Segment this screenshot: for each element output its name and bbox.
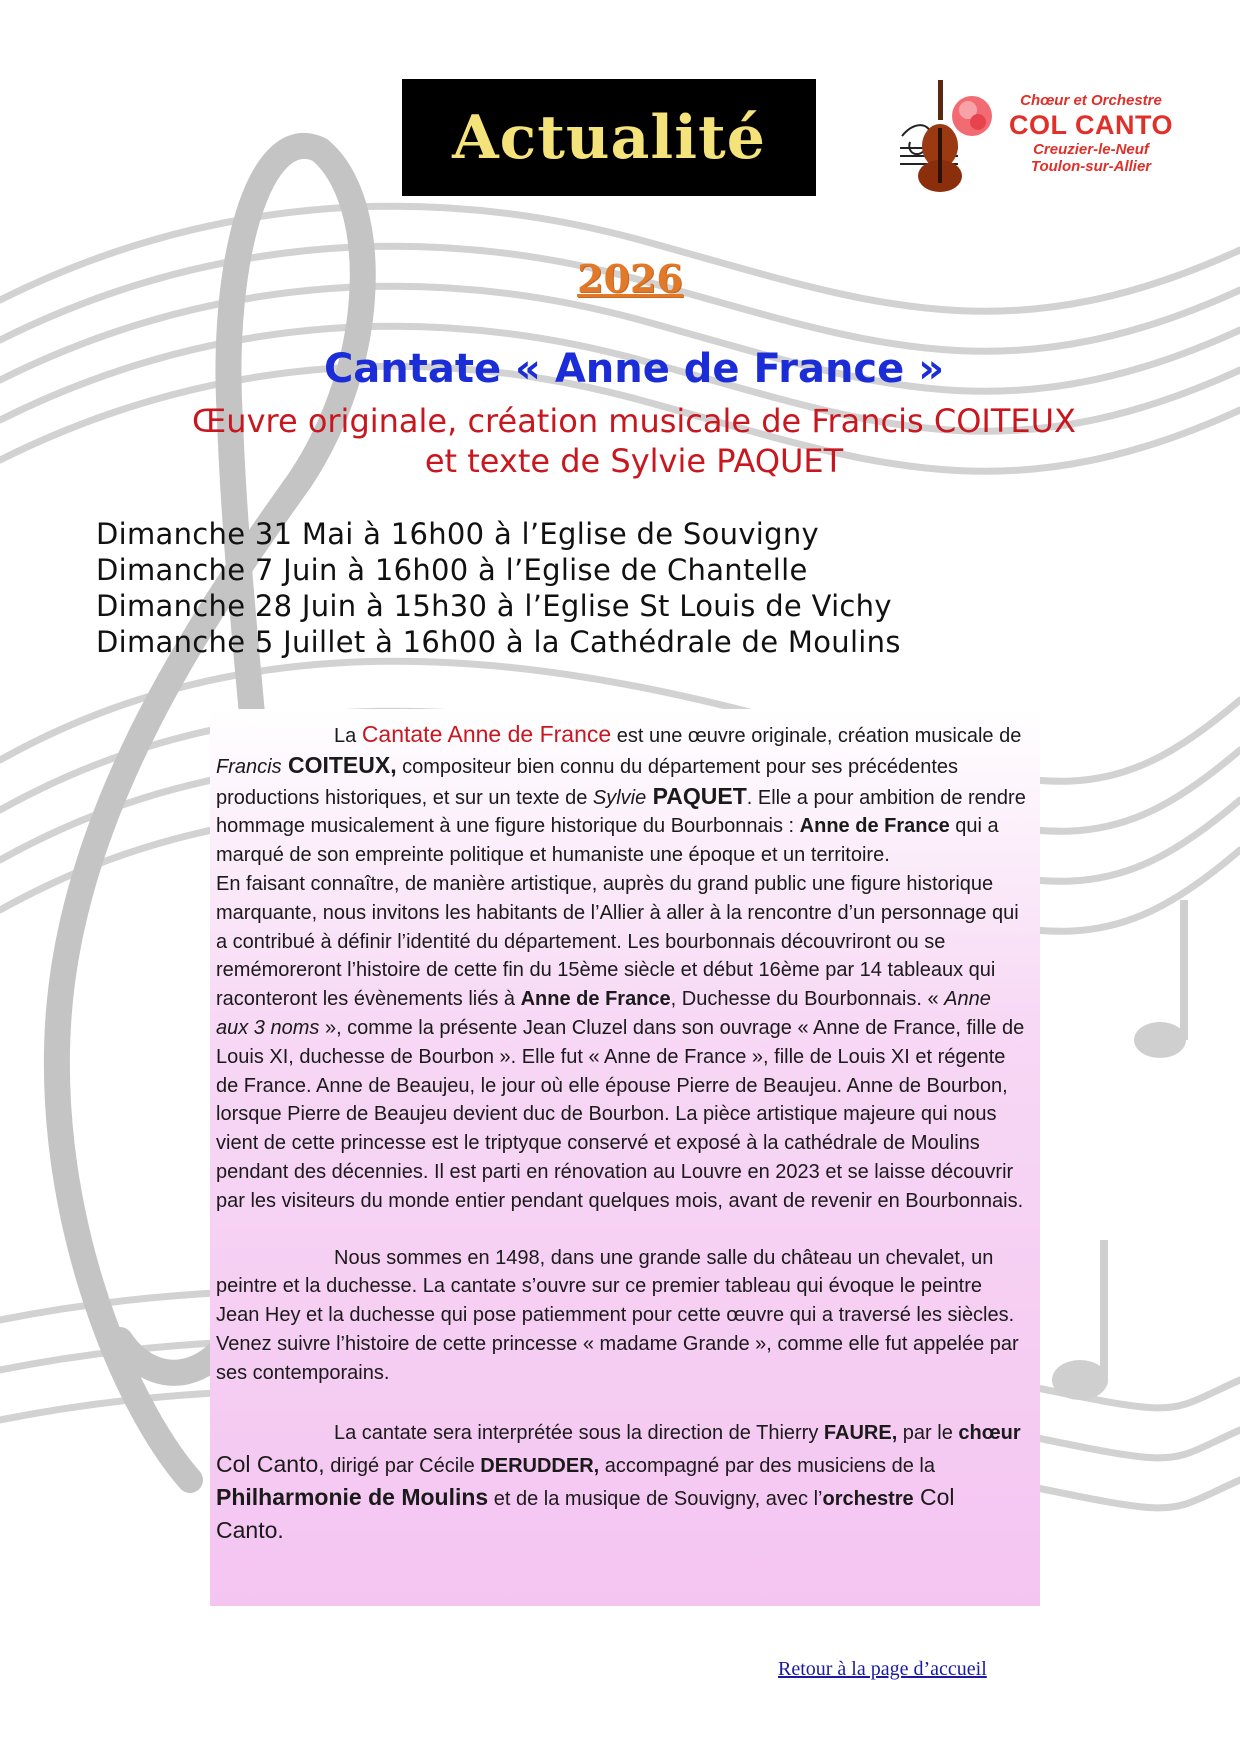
description-box bbox=[210, 709, 1040, 1606]
cantate-subtitle-line-1: Œuvre originale, création musicale de Francis COITEUX bbox=[192, 402, 1076, 440]
col-canto-name: Col Canto, bbox=[216, 1450, 325, 1477]
concert-dates bbox=[96, 516, 901, 660]
anne-de-france-bold: Anne de France bbox=[799, 815, 950, 838]
text-span: est une œuvre originale, création musicale de bbox=[611, 725, 1022, 747]
back-to-home-link[interactable]: Retour à la page d’accueil bbox=[778, 1658, 987, 1680]
text-span: compositeur bien connu du département pour ses précédentes productions historiques, et sur un texte de bbox=[216, 755, 959, 809]
text-span: dirigé par Cécile bbox=[324, 1454, 481, 1477]
orchestre-label: orchestre bbox=[822, 1487, 914, 1510]
concert-date-item: Dimanche 31 Mai à 16h00 à l’Eglise de Souvigny bbox=[96, 517, 819, 551]
description-paragraph-2 bbox=[216, 1244, 1026, 1388]
cantate-name-highlight: Cantate Anne de France bbox=[361, 721, 612, 747]
concert-date-item: Dimanche 5 Juillet à 16h00 à la Cathédrale de Moulins bbox=[96, 625, 901, 659]
anne-aux-3-noms: Anne aux 3 noms bbox=[216, 988, 991, 1039]
description-paragraph-1 bbox=[216, 720, 1026, 870]
composer-last-name: COITEUX, bbox=[281, 751, 397, 778]
text-span: La cantate sera interprétée sous la direction de Thierry bbox=[334, 1421, 824, 1444]
header-title-box bbox=[402, 79, 816, 196]
text-span: par le bbox=[897, 1421, 959, 1444]
choir-director-name: DERUDDER, bbox=[480, 1454, 600, 1477]
philharmonie-name: Philharmonie de Moulins bbox=[216, 1483, 489, 1510]
logo-name: COL CANTO bbox=[1008, 110, 1173, 140]
col-canto-logo bbox=[898, 76, 1188, 194]
text-span: accompagné par des musiciens de la bbox=[599, 1454, 935, 1477]
text-span: », comme la présente Jean Cluzel dans son ouvrage « Anne de France, fille de Louis XI, duchesse de Bourbon ». Elle fut « Anne de France », fille de Louis XI et régente de France. Anne de Beaujeu, le jour où elle épouse Pierre de Beaujeu. Anne de Bourbon, lorsque Pierre de Beaujeu devient duc de Bourbon. La pièce artistique majeure qui nous vient de cette princesse est le triptyque conservé et exposé à la cathédrale de Moulins pendant des décennies. Il est parti en rénovation au Louvre en 2023 et se laisse découvrir par les visiteurs du monde entier pendant quelques mois, avant de revenir en Bourbonnais. bbox=[216, 1016, 1025, 1212]
choeur-label: chœur bbox=[958, 1421, 1021, 1444]
cantate-title: Cantate « Anne de France » bbox=[323, 346, 945, 392]
logo-town-1: Creuzier-le-Neuf bbox=[1033, 141, 1149, 158]
text-span: . Elle a pour ambition de rendre hommage musicalement à une figure historique du Bourbonnais : bbox=[216, 786, 1026, 838]
year-heading: 2026 bbox=[577, 256, 683, 301]
anne-de-france-bold: Anne de France bbox=[520, 988, 671, 1011]
text-span: , Duchesse du Bourbonnais. « bbox=[670, 988, 945, 1011]
text-span: La bbox=[334, 725, 362, 747]
composer-first-name: Francis bbox=[216, 755, 282, 778]
concert-date-item: Dimanche 7 Juin à 16h00 à l’Eglise de Chantelle bbox=[96, 553, 808, 587]
author-last-name: PAQUET bbox=[646, 782, 747, 809]
col-canto-name: Col Canto. bbox=[216, 1483, 955, 1543]
text-span: Nous sommes en 1498, dans une grande salle du château un chevalet, un peintre et la duchesse. La cantate s’ouvre sur ce premier tableau qui évoque le peintre Jean Hey et la duchesse qui pose patiemment pour cette œuvre qui a traversé les siècles. Venez suivre l’histoire de cette princesse « madame Grande », comme elle fut appelée par ses contemporains. bbox=[216, 1246, 1019, 1384]
conductor-name: FAURE, bbox=[823, 1421, 898, 1444]
author-first-name: Sylvie bbox=[592, 786, 647, 809]
description-paragraph-1b bbox=[216, 870, 1026, 1216]
logo-subtitle: Chœur et Orchestre bbox=[1020, 92, 1162, 109]
violin-rose-icon bbox=[898, 76, 998, 194]
header-title: Actualité bbox=[452, 102, 766, 173]
concert-date-item: Dimanche 28 Juin à 15h30 à l’Eglise St Louis de Vichy bbox=[96, 589, 892, 623]
text-span: En faisant connaître, de manière artistique, auprès du grand public une figure historique marquante, nous invitons les habitants de l’Allier à aller à la rencontre d’un personnage qui a contribué à définir l’identité du département. Les bourbonnais découvriront ou se remémoreront l’histoire de cette fin du 15ème siècle et début 16ème par 14 tableaux qui raconteront les évènements liés à bbox=[216, 872, 1019, 1011]
cantate-subtitle-line-2: et texte de Sylvie PAQUET bbox=[424, 442, 844, 480]
logo-town-2: Toulon-sur-Allier bbox=[1030, 158, 1152, 175]
text-span: et de la musique de Souvigny, avec l’ bbox=[488, 1487, 823, 1510]
description-paragraph-3 bbox=[216, 1416, 1026, 1548]
text-span: qui a marqué de son empreinte politique et humaniste une époque et un territoire. bbox=[216, 815, 999, 867]
